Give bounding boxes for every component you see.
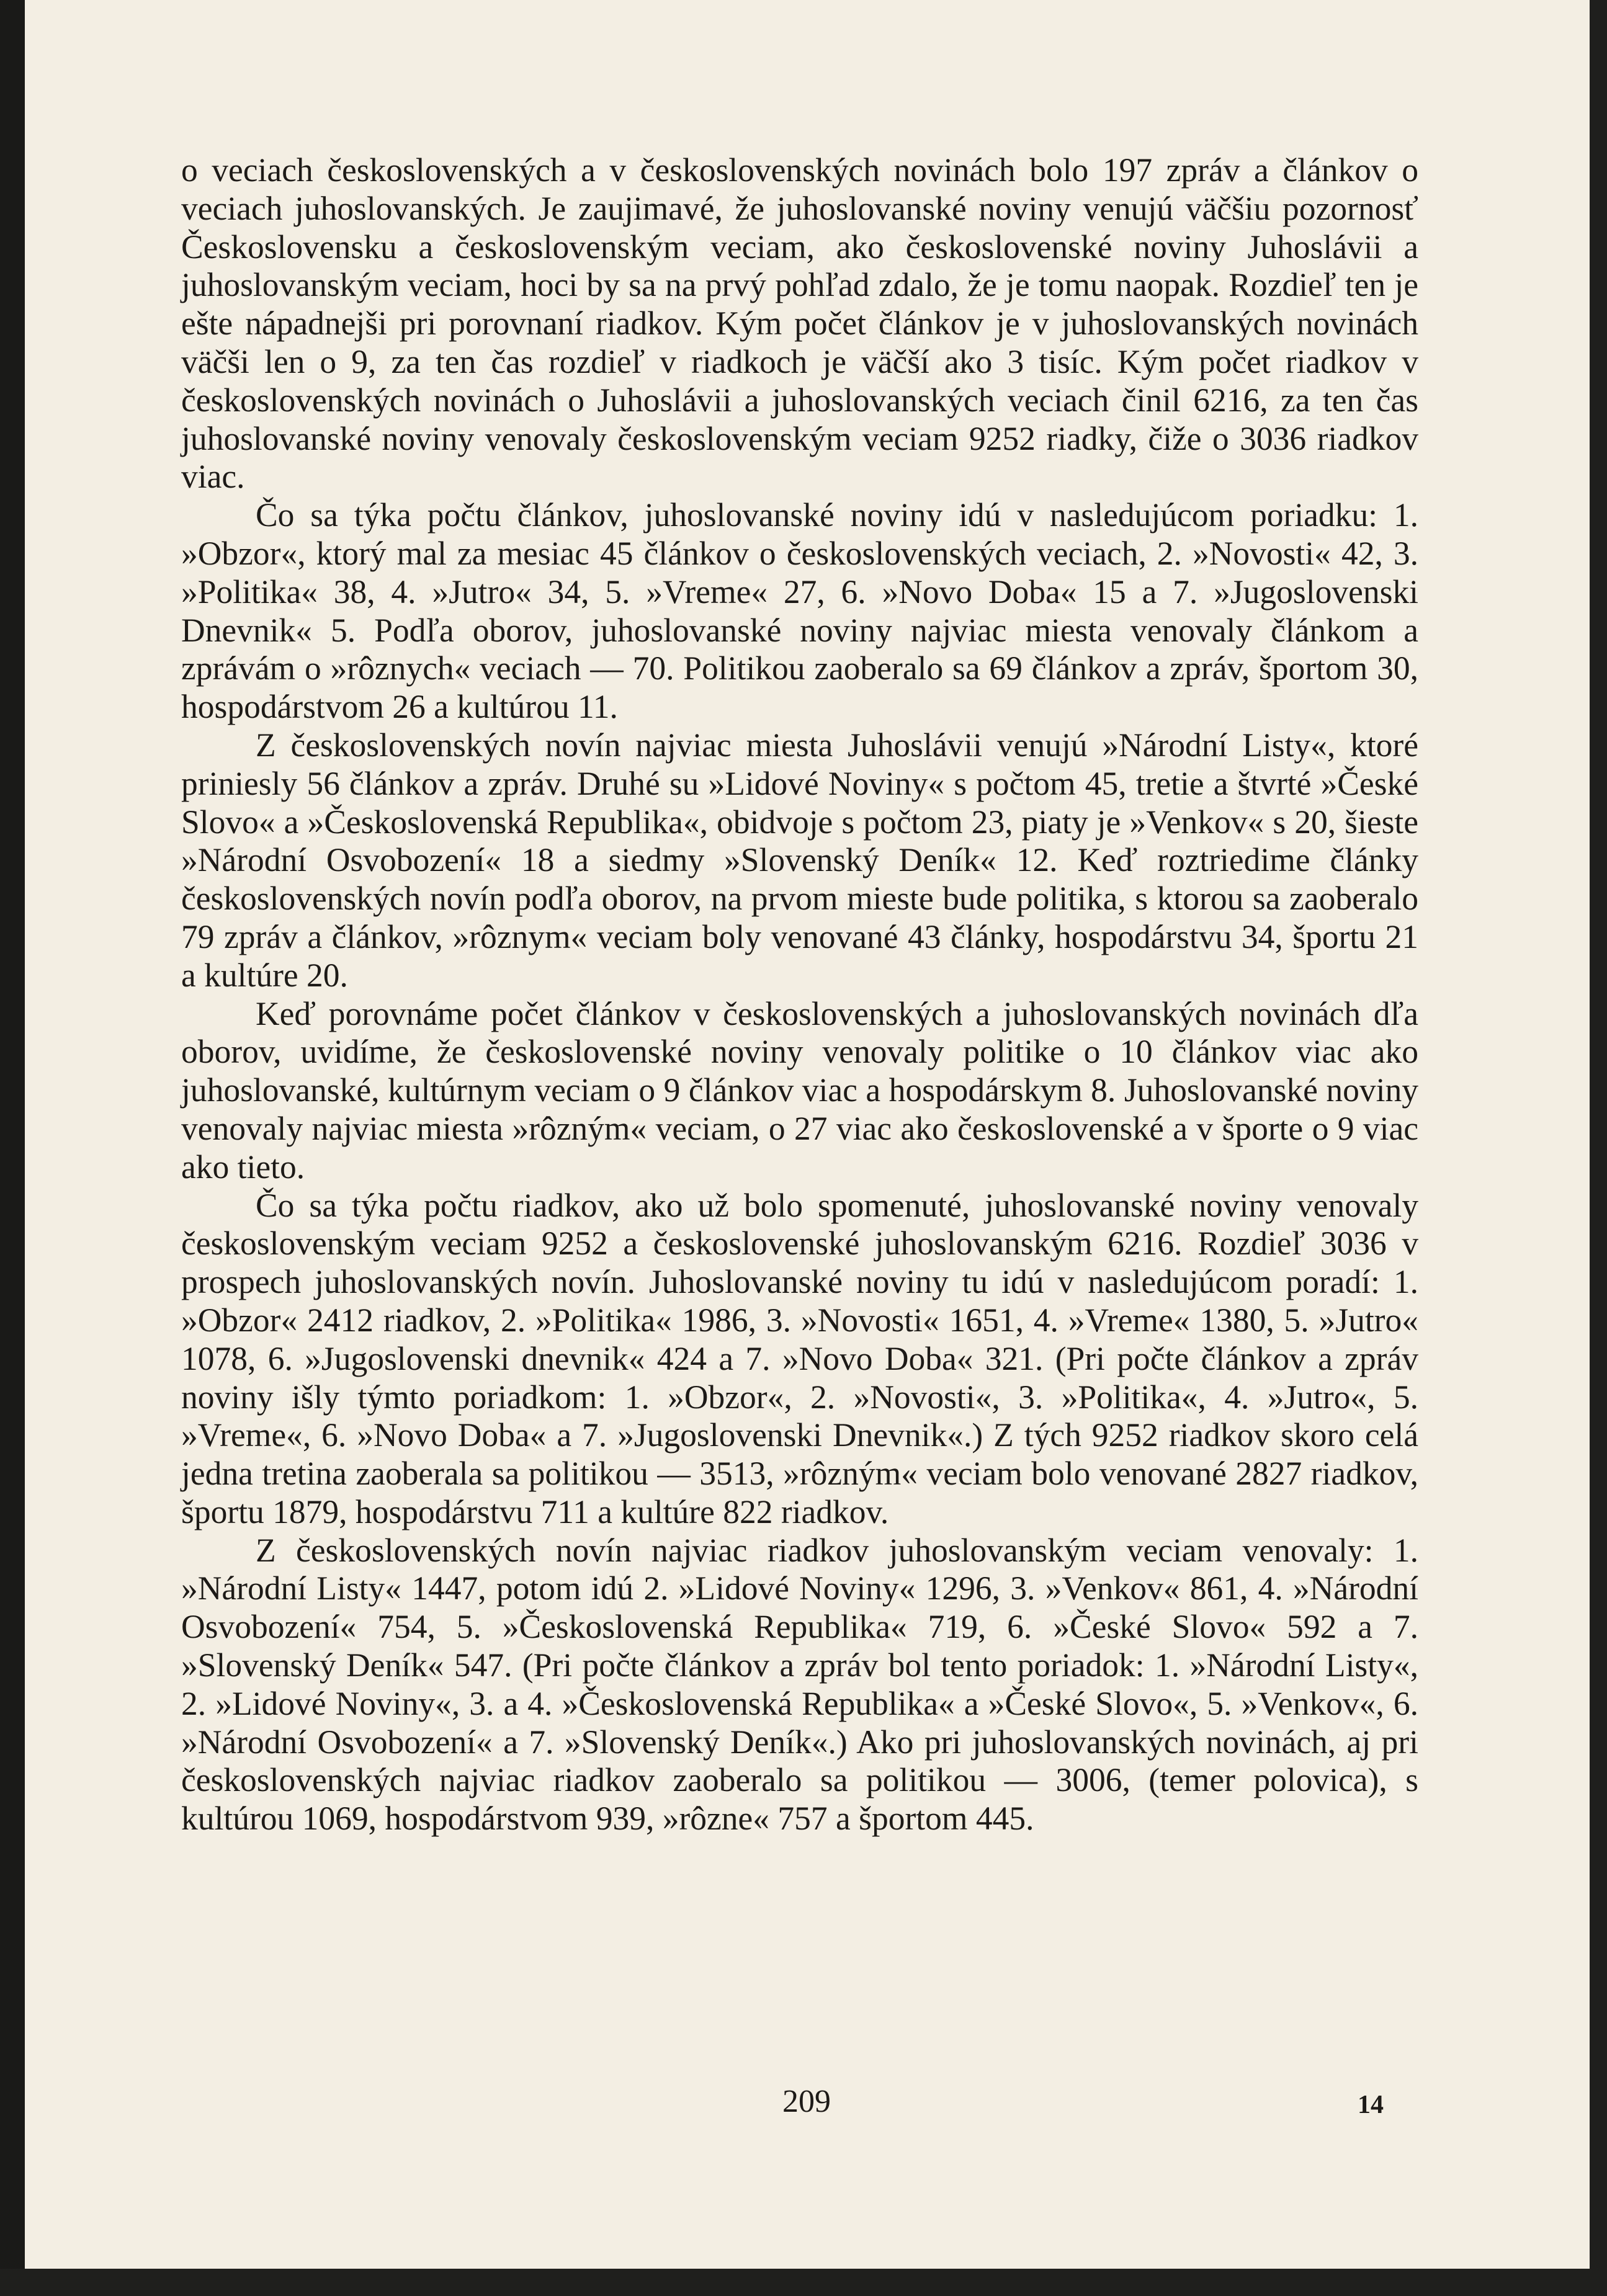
signature-mark: 14 (1358, 2091, 1384, 2119)
paragraph-czechoslovak-line-count: Z československých novín najviac riadkov juhoslovanským veciam venovaly: 1. »Národní Listy« 1447, potom idú 2. »Lidové Noviny« 1296, 3. »Venkov« 861, 4. »Národní Osvobození« 754, 5. »Československá Republika« 719, 6. »České Slovo« 592 a 7. »Slovenský Deník« 547. (Pri počte článkov a zpráv bol tento poriadok: 1. »Národní Listy«, 2. »Lidové Noviny«, 3. a 4. »Československá Republika« a »České Slovo«, 5. »Venkov«, 6. »Národní Osvobození« a 7. »Slovenský Deník«.) Ako pri juhoslovanských novinách, aj pri československých najviac riadkov zaoberalo sa politikou — 3006, (temer polovica), s kultúrou 1069, hospodárstvom 939, »rôzne« 757 a športom 445. (181, 1531, 1418, 1838)
paragraph-yugoslav-line-count: Čo sa týka počtu riadkov, ako už bolo spomenuté, juhoslovanské noviny venovaly československým veciam 9252 a československé juhoslovanským 6216. Rozdieľ 3036 v prospech juhoslovanských novín. Juhoslovanské noviny tu idú v nasledujúcom poradí: 1. »Obzor« 2412 riadkov, 2. »Politika« 1986, 3. »Novosti« 1651, 4. »Vreme« 1380, 5. »Jutro« 1078, 6. »Jugoslovenski dnevnik« 424 a 7. »Novo Doba« 321. (Pri počte článkov a zpráv noviny išly týmto poriadkom: 1. »Obzor«, 2. »Novosti«, 3. »Politika«, 4. »Jutro«, 5. »Vreme«, 6. »Novo Doba« a 7. »Jugoslovenski Dnevnik«.) Z tých 9252 riadkov skoro celá jedna tretina zaoberala sa politikou — 3513, »rôzným« veciam bolo venované 2827 riadkov, športu 1879, hospodárstvu 711 a kultúre 822 riadkov. (181, 1186, 1418, 1530)
paragraph-czechoslovak-article-count: Z československých novín najviac miesta Juhoslávii venujú »Národní Listy«, ktoré priniesly 56 článkov a zpráv. Druhé su »Lidové Noviny« s počtom 45, tretie a štvrté »České Slovo« a »Československá Republika«, obidvoje s počtom 23, piaty je »Venkov« s 20, šieste »Národní Osvobození« 18 a siedmy »Slovenský Deník« 12. Keď roztriedime články československých novín podľa oborov, na prvom mieste bude politika, s ktorou sa zaoberalo 79 zpráv a článkov, »rôznym« veciam boly venované 43 články, hospodárstvu 34, športu 21 a kultúre 20. (181, 726, 1418, 994)
page-number: 209 (782, 2084, 831, 2119)
paragraph-yugoslav-article-count: Čo sa týka počtu článkov, juhoslovanské noviny idú v nasledujúcom poriadku: 1. »Obzor«, ktorý mal za mesiac 45 článkov o československých veciach, 2. »Novosti« 42, 3. »Politika« 38, 4. »Jutro« 34, 5. »Vreme« 27, 6. »Novo Doba« 15 a 7. »Jugoslovenski Dnevnik« 5. Podľa oborov, juhoslovanské noviny najviac miesta venovaly článkom a zprávám o »rôznych« veciach — 70. Politikou zaoberalo sa 69 článkov a zpráv, športom 30, hospodárstvom 26 a kultúrou 11. (181, 496, 1418, 726)
body-text (181, 151, 1418, 1838)
scan-right-edge (1590, 0, 1607, 2296)
scan-bottom-edge (0, 2269, 1607, 2296)
scan-binding-edge (0, 0, 25, 2296)
paragraph-comparison: Keď porovnáme počet článkov v československých a juhoslovanských novinách dľa oborov, uvidíme, že československé noviny venovaly politike o 10 článkov viac ako juhoslovanské, kultúrnym veciam o 9 článkov viac a hospodárskym 8. Juhoslovanské noviny venovaly najviac miesta »rôzným« veciam, o 27 viac ako československé a v športe o 9 viac ako tieto. (181, 994, 1418, 1186)
paragraph-continuation: o veciach československých a v československých novinách bolo 197 zpráv a článkov o veciach juhoslovanských. Je zaujimavé, že juhoslovanské noviny venujú väčšiu pozornosť Československu a československým veciam, ako československé noviny Juhoslávii a juhoslovanským veciam, hoci by sa na prvý pohľad zdalo, že je tomu naopak. Rozdieľ ten je ešte nápadnejši pri porovnaní riadkov. Kým počet článkov je v juhoslovanských novinách väčši len o 9, za ten čas rozdieľ v riadkoch je väčší ako 3 tisíc. Kým počet riadkov v československých novinách o Juhoslávii a juhoslovanských veciach činil 6216, za ten čas juhoslovanské noviny venovaly československým veciam 9252 riadky, čiže o 3036 riadkov viac. (181, 151, 1418, 496)
